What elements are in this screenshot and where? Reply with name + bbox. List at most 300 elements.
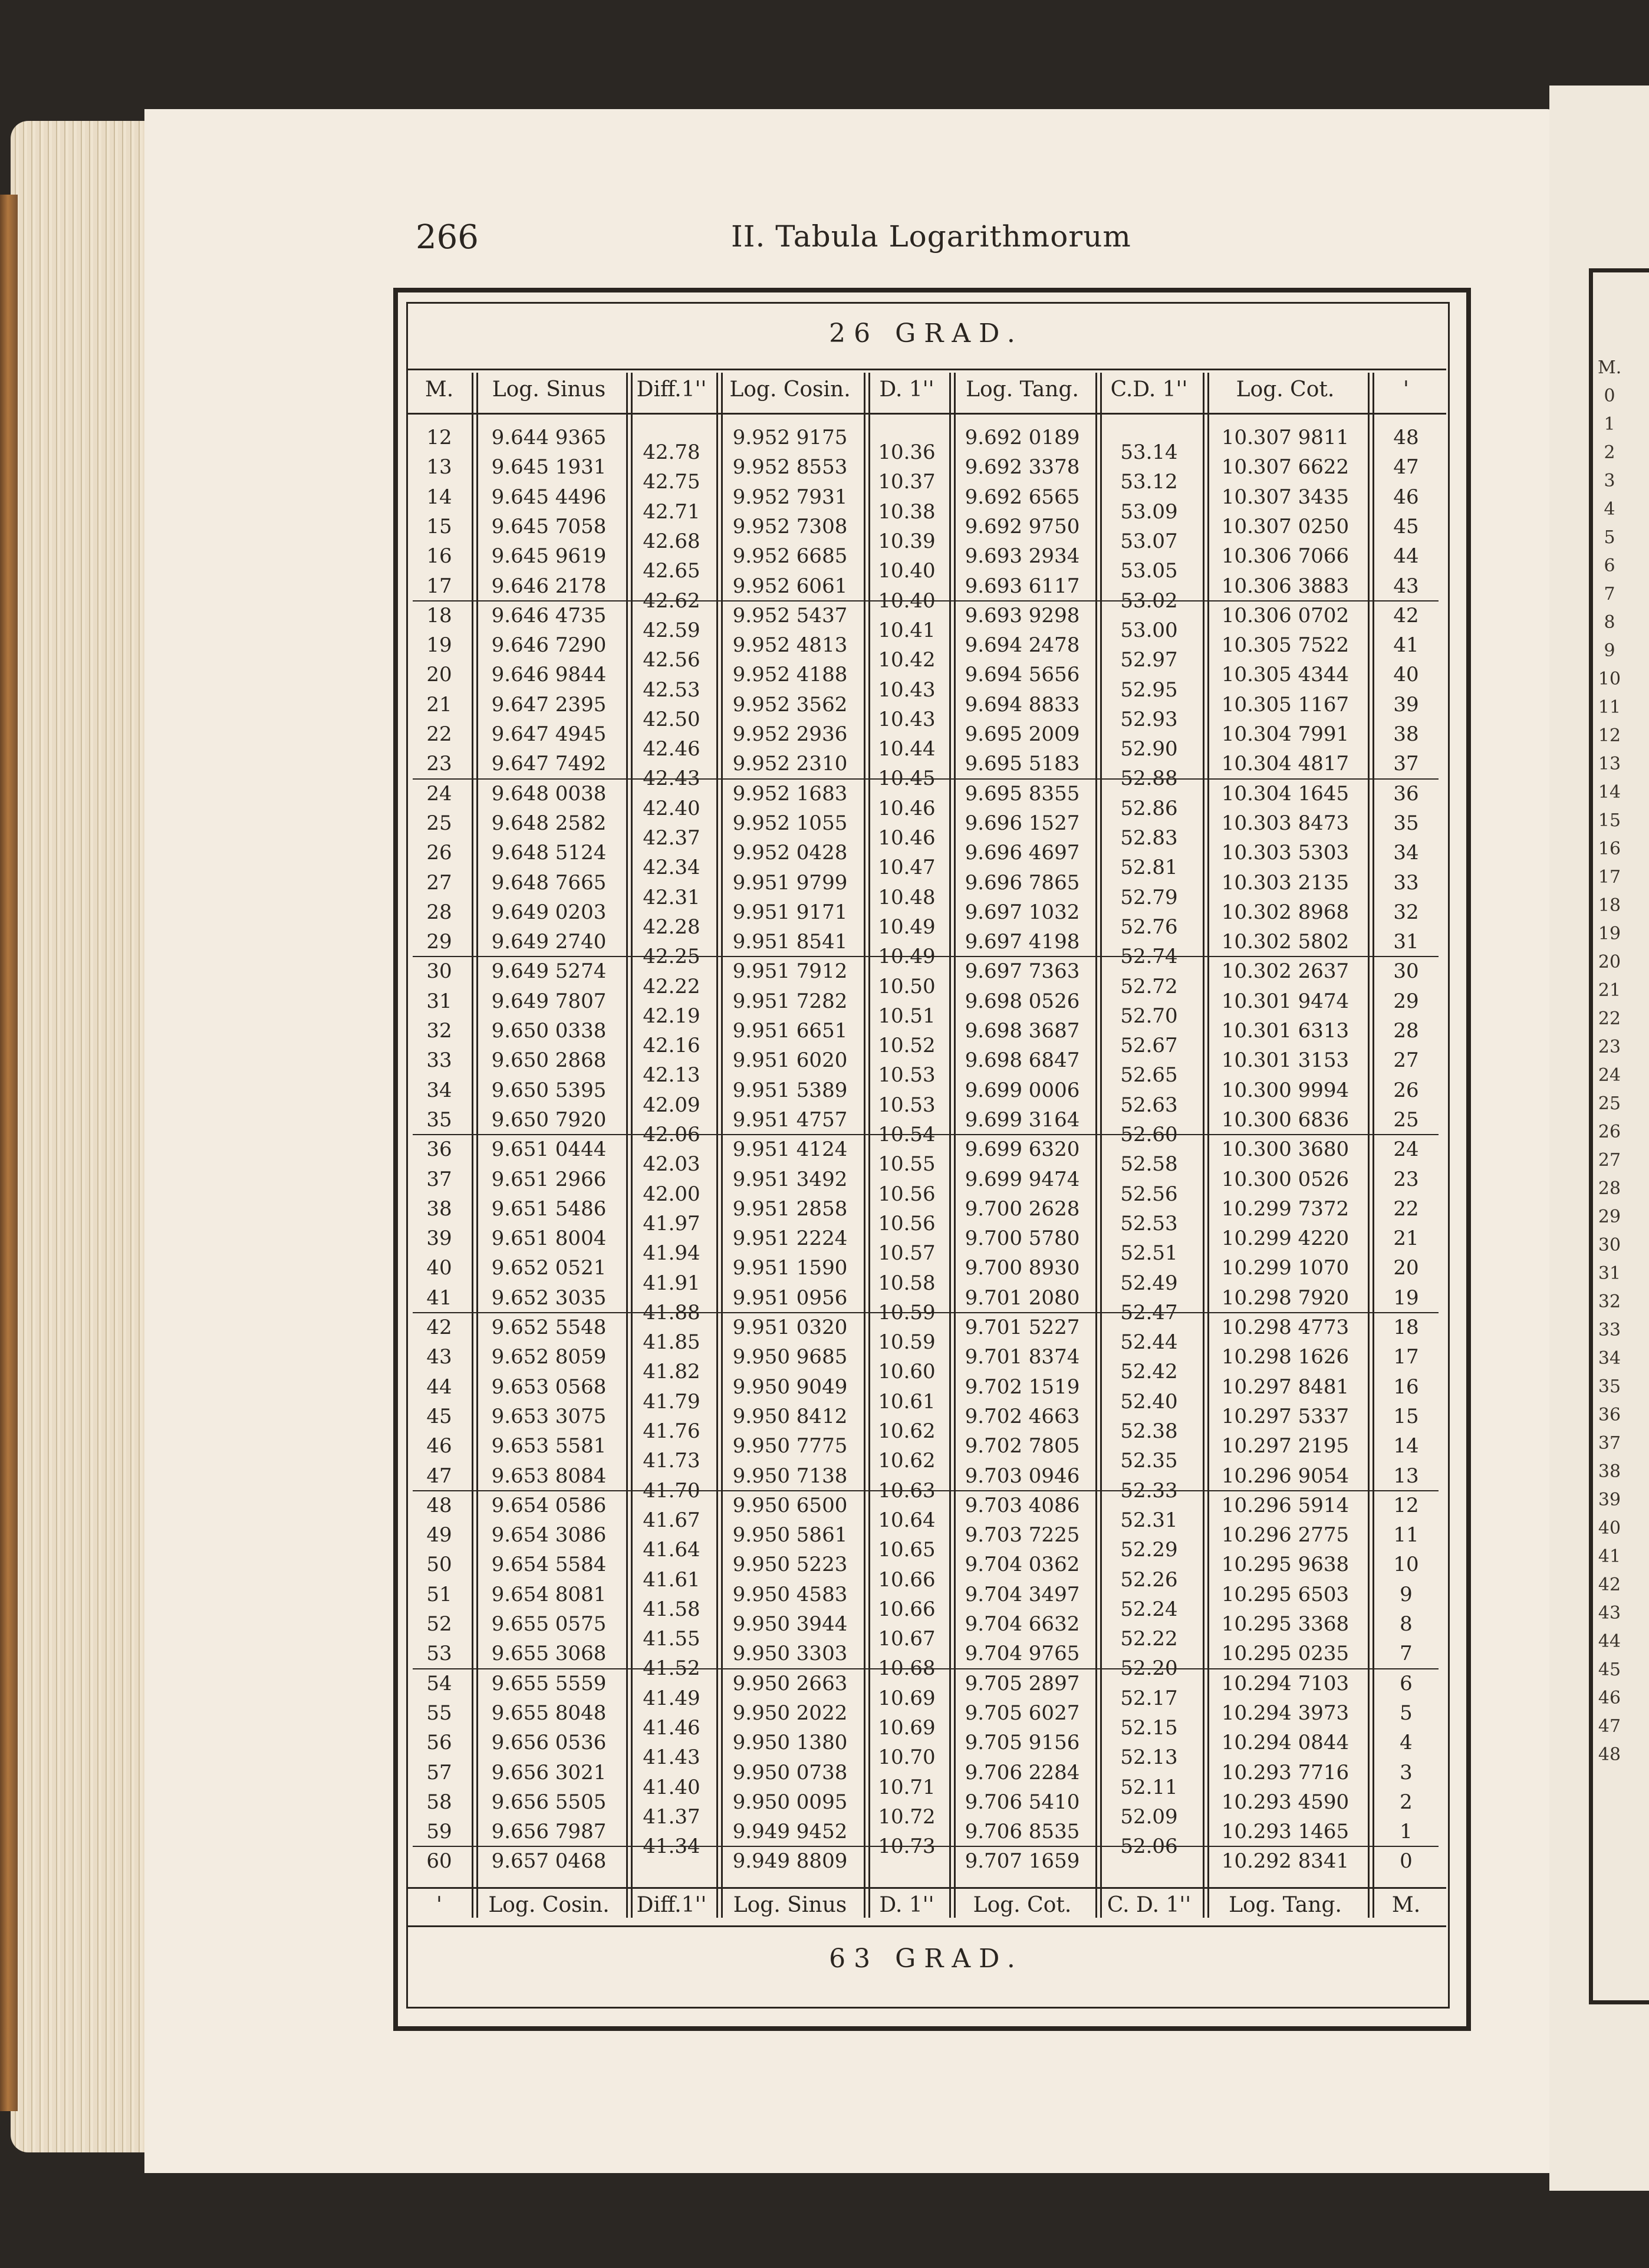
log-cot: 10.300 3680 <box>1221 1138 1350 1162</box>
minute-left: 30 <box>426 959 452 984</box>
footer-rule-top <box>406 1887 1446 1889</box>
diff-sinus: 41.79 <box>643 1389 700 1414</box>
log-cot: 10.306 3883 <box>1221 574 1350 598</box>
minute-right: 44 <box>1393 544 1419 568</box>
log-tang: 9.703 0946 <box>965 1464 1080 1488</box>
diff-tang: 52.65 <box>1120 1063 1178 1087</box>
diff-tang: 52.20 <box>1120 1656 1178 1681</box>
log-sinus: 9.650 0338 <box>491 1019 607 1043</box>
log-tang: 9.706 5410 <box>965 1790 1080 1814</box>
log-sinus: 9.646 7290 <box>491 633 607 658</box>
diff-sinus: 41.88 <box>643 1300 700 1324</box>
minute-right: 13 <box>1393 1464 1419 1488</box>
column-footer: Log. Cot. <box>973 1893 1072 1917</box>
minute-right: 11 <box>1393 1523 1419 1547</box>
diff-tang: 52.35 <box>1120 1449 1178 1473</box>
diff-sinus: 41.64 <box>643 1538 700 1562</box>
log-cot: 10.294 7103 <box>1221 1671 1350 1695</box>
minute-left: 40 <box>426 1256 452 1280</box>
facing-minute: 6 <box>1604 556 1615 576</box>
page-number: 266 <box>416 218 479 257</box>
log-tang: 9.706 8535 <box>965 1820 1080 1844</box>
diff-sinus: 42.34 <box>643 856 700 880</box>
diff-cosin: 10.46 <box>878 826 936 850</box>
facing-minute: 42 <box>1598 1575 1621 1595</box>
minute-left: 21 <box>426 692 452 716</box>
minute-right: 2 <box>1400 1790 1413 1814</box>
diff-sinus: 42.28 <box>643 915 700 939</box>
diff-cosin: 10.60 <box>878 1360 936 1384</box>
column-footer: Log. Cosin. <box>488 1893 610 1917</box>
diff-tang: 52.22 <box>1120 1627 1178 1651</box>
log-sinus: 9.650 2868 <box>491 1048 607 1073</box>
minute-right: 31 <box>1393 930 1419 954</box>
minute-right: 25 <box>1393 1107 1419 1132</box>
diff-cosin: 10.38 <box>878 499 936 524</box>
facing-minute: 43 <box>1598 1603 1621 1623</box>
log-cosin: 9.949 8809 <box>732 1849 848 1873</box>
diff-sinus: 41.91 <box>643 1271 700 1295</box>
diff-sinus: 41.61 <box>643 1567 700 1592</box>
degree-heading-top: 26 GRAD. <box>829 318 1023 349</box>
diff-cosin: 10.71 <box>878 1775 936 1799</box>
facing-minute: 26 <box>1598 1122 1621 1142</box>
diff-cosin: 10.42 <box>878 648 936 672</box>
minute-right: 36 <box>1393 781 1419 806</box>
log-tang: 9.701 5227 <box>965 1316 1080 1339</box>
minute-right: 32 <box>1393 900 1419 924</box>
diff-tang: 52.88 <box>1120 767 1178 791</box>
facing-minute: 21 <box>1598 980 1621 1001</box>
minute-right: 10 <box>1393 1553 1419 1577</box>
log-cot: 10.307 0250 <box>1221 514 1350 538</box>
diff-cosin: 10.40 <box>878 589 936 613</box>
facing-minute: 3 <box>1604 471 1615 491</box>
facing-minute: 27 <box>1598 1150 1621 1171</box>
log-cosin: 9.950 0095 <box>732 1790 848 1814</box>
log-sinus: 9.656 7987 <box>491 1820 607 1844</box>
diff-sinus: 41.97 <box>643 1211 700 1235</box>
column-footer: Log. Sinus <box>733 1893 847 1917</box>
column-header: Log. Cot. <box>1236 377 1335 402</box>
diff-cosin: 10.62 <box>878 1419 936 1444</box>
diff-tang: 52.67 <box>1120 1034 1178 1058</box>
minute-right: 3 <box>1400 1760 1413 1784</box>
minute-left: 42 <box>426 1316 452 1339</box>
log-cosin: 9.951 2858 <box>732 1197 848 1221</box>
book-spine <box>0 195 18 2111</box>
log-sinus: 9.648 7665 <box>491 870 607 895</box>
log-tang: 9.698 3687 <box>965 1019 1080 1043</box>
degree-heading-bottom: 63 GRAD. <box>829 1944 1023 1974</box>
facing-minute: 46 <box>1598 1688 1621 1708</box>
diff-tang: 53.02 <box>1120 589 1178 613</box>
column-header: M. <box>424 377 454 402</box>
log-cot: 10.298 7920 <box>1221 1286 1350 1310</box>
log-sinus: 9.647 4945 <box>491 722 607 746</box>
log-cot: 10.302 2637 <box>1221 959 1350 984</box>
diff-sinus: 42.00 <box>643 1182 700 1206</box>
facing-minute: M. <box>1598 357 1622 378</box>
log-cot: 10.307 6622 <box>1221 455 1350 479</box>
diff-cosin: 10.45 <box>878 767 936 791</box>
log-cosin: 9.952 2936 <box>732 722 848 746</box>
log-tang: 9.704 6632 <box>965 1612 1080 1636</box>
facing-minute: 29 <box>1598 1207 1621 1227</box>
log-cosin: 9.952 8553 <box>732 455 848 479</box>
log-cot: 10.303 2135 <box>1221 870 1350 895</box>
column-footer: Diff.1'' <box>636 1893 707 1917</box>
log-tang: 9.692 6565 <box>965 485 1080 509</box>
minute-left: 34 <box>426 1078 452 1102</box>
diff-cosin: 10.54 <box>878 1123 936 1147</box>
minute-right: 8 <box>1400 1612 1413 1636</box>
diff-cosin: 10.52 <box>878 1034 936 1058</box>
minute-right: 28 <box>1393 1019 1419 1043</box>
log-tang: 9.694 2478 <box>965 633 1080 658</box>
diff-sinus: 42.43 <box>643 767 700 791</box>
facing-minute: 0 <box>1604 386 1615 406</box>
facing-minute: 37 <box>1598 1433 1621 1454</box>
minute-left: 47 <box>426 1464 452 1488</box>
log-cosin: 9.952 9175 <box>732 426 848 449</box>
log-cosin: 9.950 3303 <box>732 1642 848 1666</box>
diff-tang: 53.09 <box>1120 499 1178 524</box>
diff-cosin: 10.68 <box>878 1656 936 1681</box>
log-cot: 10.299 1070 <box>1221 1256 1350 1280</box>
diff-cosin: 10.47 <box>878 856 936 880</box>
diff-cosin: 10.43 <box>878 707 936 731</box>
page-edges <box>11 121 146 2152</box>
facing-minute: 23 <box>1598 1037 1621 1057</box>
diff-cosin: 10.65 <box>878 1538 936 1562</box>
facing-minute: 45 <box>1598 1659 1621 1680</box>
diff-tang: 53.07 <box>1120 530 1178 554</box>
diff-sinus: 42.19 <box>643 1004 700 1028</box>
facing-minute: 12 <box>1598 725 1621 746</box>
minute-right: 40 <box>1393 663 1419 687</box>
facing-minute: 47 <box>1598 1716 1621 1737</box>
log-cot: 10.296 9054 <box>1221 1464 1350 1488</box>
diff-cosin: 10.63 <box>878 1478 936 1503</box>
diff-tang: 52.86 <box>1120 796 1178 820</box>
facing-minute: 32 <box>1598 1291 1621 1312</box>
diff-sinus: 41.55 <box>643 1627 700 1651</box>
minute-left: 24 <box>426 781 452 806</box>
minute-left: 28 <box>426 900 452 924</box>
log-cosin: 9.952 6685 <box>732 544 848 568</box>
log-cot: 10.300 6836 <box>1221 1107 1350 1132</box>
log-cosin: 9.951 2224 <box>732 1227 848 1251</box>
log-sinus: 9.654 8081 <box>491 1582 607 1606</box>
log-tang: 9.704 0362 <box>965 1553 1080 1577</box>
diff-sinus: 42.53 <box>643 678 700 702</box>
log-sinus: 9.652 3035 <box>491 1286 607 1310</box>
diff-tang: 52.95 <box>1120 678 1178 702</box>
diff-sinus: 42.59 <box>643 618 700 642</box>
log-sinus: 9.655 8048 <box>491 1701 607 1725</box>
log-cosin: 9.952 6061 <box>732 574 848 598</box>
diff-tang: 52.70 <box>1120 1004 1178 1028</box>
diff-tang: 52.72 <box>1120 974 1178 998</box>
diff-cosin: 10.53 <box>878 1063 936 1087</box>
minute-right: 7 <box>1400 1642 1413 1666</box>
log-sinus: 9.647 2395 <box>491 692 607 716</box>
facing-minute: 10 <box>1598 669 1621 689</box>
log-cosin: 9.951 8541 <box>732 930 848 954</box>
diff-tang: 52.24 <box>1120 1597 1178 1621</box>
diff-tang: 53.05 <box>1120 559 1178 583</box>
minute-right: 16 <box>1393 1375 1419 1399</box>
log-cosin: 9.950 2663 <box>732 1671 848 1695</box>
log-cot: 10.296 5914 <box>1221 1493 1350 1517</box>
log-tang: 9.693 6117 <box>965 574 1080 598</box>
diff-sinus: 42.62 <box>643 589 700 613</box>
log-cot: 10.293 4590 <box>1221 1790 1350 1814</box>
minute-right: 27 <box>1393 1048 1419 1073</box>
log-tang: 9.701 8374 <box>965 1345 1080 1369</box>
log-sinus: 9.654 5584 <box>491 1553 607 1577</box>
log-cot: 10.295 3368 <box>1221 1612 1350 1636</box>
log-sinus: 9.653 0568 <box>491 1375 607 1399</box>
minute-left: 19 <box>426 633 452 658</box>
minute-left: 27 <box>426 870 452 895</box>
log-sinus: 9.652 5548 <box>491 1316 607 1339</box>
minute-left: 22 <box>426 722 452 746</box>
minute-left: 26 <box>426 841 452 865</box>
facing-minute: 22 <box>1598 1008 1621 1029</box>
log-cosin: 9.951 9799 <box>732 870 848 895</box>
log-tang: 9.692 9750 <box>965 514 1080 538</box>
diff-cosin: 10.51 <box>878 1004 936 1028</box>
minute-left: 31 <box>426 989 452 1013</box>
log-sinus: 9.651 5486 <box>491 1197 607 1221</box>
minute-left: 46 <box>426 1434 452 1458</box>
log-cosin: 9.952 4813 <box>732 633 848 658</box>
column-header: D. 1'' <box>879 377 934 402</box>
diff-cosin: 10.58 <box>878 1271 936 1295</box>
log-tang: 9.699 3164 <box>965 1107 1080 1132</box>
minute-right: 39 <box>1393 692 1419 716</box>
diff-cosin: 10.36 <box>878 441 936 465</box>
minute-left: 56 <box>426 1731 452 1755</box>
minute-right: 26 <box>1393 1078 1419 1102</box>
diff-sinus: 41.70 <box>643 1478 700 1503</box>
minute-left: 32 <box>426 1019 452 1043</box>
log-sinus: 9.653 5581 <box>491 1434 607 1458</box>
diff-cosin: 10.50 <box>878 974 936 998</box>
diff-cosin: 10.69 <box>878 1716 936 1740</box>
minute-left: 43 <box>426 1345 452 1369</box>
facing-minute: 15 <box>1598 810 1621 831</box>
facing-minute: 16 <box>1598 839 1621 859</box>
log-tang: 9.700 2628 <box>965 1197 1080 1221</box>
diff-cosin: 10.67 <box>878 1627 936 1651</box>
log-sinus: 9.652 0521 <box>491 1256 607 1280</box>
log-sinus: 9.651 8004 <box>491 1227 607 1251</box>
log-cosin: 9.950 6500 <box>732 1493 848 1517</box>
log-tang: 9.703 4086 <box>965 1493 1080 1517</box>
log-cot: 10.292 8341 <box>1221 1849 1350 1873</box>
diff-tang: 52.97 <box>1120 648 1178 672</box>
log-tang: 9.697 1032 <box>965 900 1080 924</box>
minute-right: 42 <box>1393 603 1419 627</box>
log-cosin: 9.952 4188 <box>732 663 848 687</box>
log-tang: 9.704 9765 <box>965 1642 1080 1666</box>
diff-cosin: 10.43 <box>878 678 936 702</box>
facing-minute: 41 <box>1598 1546 1621 1567</box>
log-sinus: 9.655 0575 <box>491 1612 607 1636</box>
minute-left: 52 <box>426 1612 452 1636</box>
log-cosin: 9.951 7282 <box>732 989 848 1013</box>
diff-sinus: 41.46 <box>643 1716 700 1740</box>
facing-minute: 8 <box>1604 612 1615 633</box>
diff-tang: 52.58 <box>1120 1152 1178 1176</box>
log-tang: 9.697 7363 <box>965 959 1080 984</box>
log-cot: 10.303 8473 <box>1221 811 1350 835</box>
diff-cosin: 10.53 <box>878 1093 936 1117</box>
log-tang: 9.696 4697 <box>965 841 1080 865</box>
diff-cosin: 10.69 <box>878 1686 936 1710</box>
minute-right: 29 <box>1393 989 1419 1013</box>
log-sinus: 9.655 5559 <box>491 1671 607 1695</box>
diff-cosin: 10.40 <box>878 559 936 583</box>
minute-right: 23 <box>1393 1167 1419 1191</box>
log-sinus: 9.653 3075 <box>491 1404 607 1428</box>
diff-cosin: 10.44 <box>878 737 936 761</box>
diff-sinus: 42.13 <box>643 1063 700 1087</box>
log-cosin: 9.950 7138 <box>732 1464 848 1488</box>
minute-left: 23 <box>426 752 452 776</box>
log-cot: 10.305 4344 <box>1221 663 1350 687</box>
diff-sinus: 42.31 <box>643 885 700 909</box>
log-tang: 9.701 2080 <box>965 1286 1080 1310</box>
diff-cosin: 10.57 <box>878 1241 936 1266</box>
facing-minute: 7 <box>1604 584 1615 604</box>
diff-tang: 52.29 <box>1120 1538 1178 1562</box>
minute-right: 12 <box>1393 1493 1419 1517</box>
log-sinus: 9.648 5124 <box>491 841 607 865</box>
facing-minute: 48 <box>1598 1744 1621 1765</box>
diff-cosin: 10.64 <box>878 1508 936 1532</box>
minute-left: 44 <box>426 1375 452 1399</box>
log-cot: 10.306 7066 <box>1221 544 1350 568</box>
diff-cosin: 10.72 <box>878 1804 936 1829</box>
log-cosin: 9.950 9049 <box>732 1375 848 1399</box>
minute-right: 34 <box>1393 841 1419 865</box>
log-cosin: 9.950 5861 <box>732 1523 848 1547</box>
log-cosin: 9.951 4757 <box>732 1107 848 1132</box>
log-sinus: 9.649 0203 <box>491 900 607 924</box>
minute-right: 43 <box>1393 574 1419 598</box>
diff-tang: 52.11 <box>1120 1775 1178 1799</box>
log-cosin: 9.950 5223 <box>732 1553 848 1577</box>
diff-sinus: 41.76 <box>643 1419 700 1444</box>
minute-left: 49 <box>426 1523 452 1547</box>
diff-cosin: 10.46 <box>878 796 936 820</box>
diff-cosin: 10.62 <box>878 1449 936 1473</box>
log-sinus: 9.646 4735 <box>491 603 607 627</box>
log-tang: 9.695 8355 <box>965 781 1080 806</box>
minute-left: 53 <box>426 1642 452 1666</box>
column-footer: Log. Tang. <box>1229 1893 1342 1917</box>
minute-left: 17 <box>426 574 452 598</box>
log-cot: 10.293 7716 <box>1221 1760 1350 1784</box>
log-cot: 10.299 7372 <box>1221 1197 1350 1221</box>
diff-cosin: 10.49 <box>878 915 936 939</box>
diff-cosin: 10.55 <box>878 1152 936 1176</box>
log-tang: 9.693 9298 <box>965 603 1080 627</box>
log-cot: 10.307 3435 <box>1221 485 1350 509</box>
column-header: Diff.1'' <box>636 377 707 402</box>
diff-sinus: 42.37 <box>643 826 700 850</box>
diff-tang: 52.53 <box>1120 1211 1178 1235</box>
minute-left: 45 <box>426 1404 452 1428</box>
log-sinus: 9.648 2582 <box>491 811 607 835</box>
log-cosin: 9.952 7931 <box>732 485 848 509</box>
log-cot: 10.294 0844 <box>1221 1731 1350 1755</box>
log-cosin: 9.950 9685 <box>732 1345 848 1369</box>
minute-right: 14 <box>1393 1434 1419 1458</box>
minute-left: 55 <box>426 1701 452 1725</box>
log-sinus: 9.644 9365 <box>491 426 607 449</box>
diff-sinus: 42.71 <box>643 499 700 524</box>
diff-sinus: 42.22 <box>643 974 700 998</box>
log-tang: 9.704 3497 <box>965 1582 1080 1606</box>
facing-minute: 34 <box>1598 1348 1621 1369</box>
log-sinus: 9.655 3068 <box>491 1642 607 1666</box>
log-sinus: 9.657 0468 <box>491 1849 607 1873</box>
column-header: Log. Tang. <box>966 377 1079 402</box>
log-tang: 9.696 7865 <box>965 870 1080 895</box>
log-tang: 9.695 2009 <box>965 722 1080 746</box>
diff-tang: 52.63 <box>1120 1093 1178 1117</box>
minute-right: 33 <box>1393 870 1419 895</box>
minute-left: 48 <box>426 1493 452 1517</box>
minute-right: 1 <box>1400 1820 1413 1844</box>
log-tang: 9.703 7225 <box>965 1523 1080 1547</box>
minute-right: 46 <box>1393 485 1419 509</box>
minute-right: 9 <box>1400 1582 1413 1606</box>
log-cot: 10.297 5337 <box>1221 1404 1350 1428</box>
diff-tang: 52.13 <box>1120 1746 1178 1770</box>
log-cot: 10.297 2195 <box>1221 1434 1350 1458</box>
diff-cosin: 10.59 <box>878 1330 936 1355</box>
facing-minute: 36 <box>1598 1405 1621 1425</box>
facing-minute: 14 <box>1598 782 1621 803</box>
minute-left: 60 <box>426 1849 452 1873</box>
diff-tang: 52.26 <box>1120 1567 1178 1592</box>
log-cot: 10.295 9638 <box>1221 1553 1350 1577</box>
diff-tang: 52.09 <box>1120 1804 1178 1829</box>
log-sinus: 9.651 2966 <box>491 1167 607 1191</box>
minute-right: 19 <box>1393 1286 1419 1310</box>
diff-sinus: 42.78 <box>643 441 700 465</box>
minute-left: 29 <box>426 930 452 954</box>
log-sinus: 9.654 3086 <box>491 1523 607 1547</box>
log-cot: 10.299 4220 <box>1221 1227 1350 1251</box>
log-sinus: 9.649 7807 <box>491 989 607 1013</box>
minute-left: 50 <box>426 1553 452 1577</box>
log-cosin: 9.950 1380 <box>732 1731 848 1755</box>
diff-tang: 52.83 <box>1120 826 1178 850</box>
log-cosin: 9.951 0956 <box>732 1286 848 1310</box>
log-cosin: 9.951 1590 <box>732 1256 848 1280</box>
log-cot: 10.302 8968 <box>1221 900 1350 924</box>
log-cot: 10.295 6503 <box>1221 1582 1350 1606</box>
diff-sinus: 42.09 <box>643 1093 700 1117</box>
log-tang: 9.696 1527 <box>965 811 1080 835</box>
